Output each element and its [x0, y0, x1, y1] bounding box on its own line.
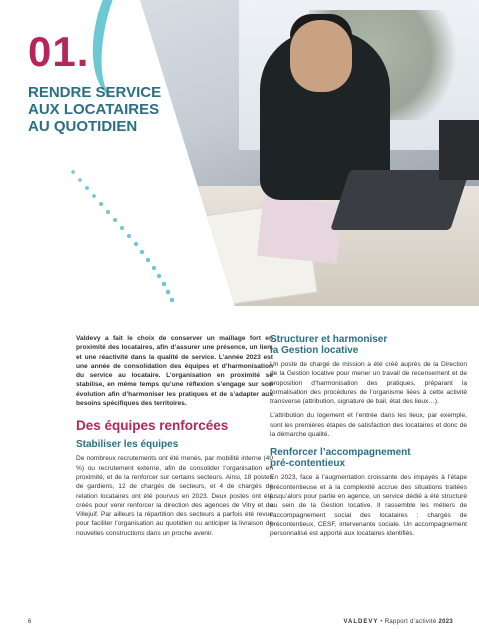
body-paragraph-chargé-mission: Un poste de chargé de mission a été créé auprès de la Direction de la Gestion locative pour mener un travail de recensement et de proposition d’harmonisation des pratiques, préparant la formalisation des procédures de l’organisme liées à cette activité transverse (attribution, signature de bail, état des lieux…). [270, 361, 467, 406]
page-number: 6 [28, 619, 32, 625]
chapter-title-line-3: AU QUOTIDIEN [28, 118, 138, 135]
chapter-number: 01. [28, 28, 90, 75]
chapter-title [28, 84, 178, 135]
intro-paragraph: Valdevy a fait le choix de conserver un maillage fort en proximité des locataires, afin d’assurer une présence, un lien, et une réactivité dans la qualité de service. L’année 2023 est une année de consolidation des équipes et d’harmonisation du service au locataire. L’organisation en proximité se stabilise, en même temps qu’une réflexion s’engage sur son évolution afin d’harmoniser les pratiques et de s’adapter aux besoins spécifiques des territoires. [76, 335, 273, 408]
chapter-title-line-2: AUX LOCATAIRES [28, 101, 160, 118]
footer-credit [343, 619, 453, 625]
subheading-structurer-line-2: la Gestion locative [270, 345, 359, 356]
footer-year: 2023 [438, 619, 453, 625]
footer-report-label: Rapport d’activité [384, 619, 437, 625]
subheading-structurer-line-1: Structurer et harmoniser [270, 334, 388, 345]
right-column [270, 334, 467, 543]
body-paragraph-recrutements: De nombreux recrutements ont été menés, par mobilité interne (40 %) ou recrutement externe, afin de consolider l’organisation en proximité, et de la renforcer sur certains secteurs. Ainsi, 18 postes de gardiens, 12 de chargés de secteurs, et 4 de chargés de relation locataires ont été pourvus en 2023. Deux postes ont été créés pour venir renforcer la direction des agences de Vitry et de Villejuif. Par ailleurs la répartition des secteurs a parfois été revue pour faciliter l’organisation au quotidien ou anticiper la livraison de nouvelles constructions dans un proche avenir. [76, 455, 273, 537]
body-paragraph-precontentieux: En 2023, face à l’augmentation croissante des impayés à l’étape précontentieuse et à la complexité accrue des situations traitées jusqu’alors pour partie en agence, un service dédié a été structuré au sein de la Gestion locative. Il rassemble les métiers de l’accompagnement social des locataires : chargés de précontentieux, CESF, intervenante sociale. Un accompagnement personnalisé est apporté aux locataires identifiés. [270, 474, 467, 538]
chapter-title-line-1: RENDRE SERVICE [28, 84, 162, 101]
footer-separator: • [380, 619, 383, 625]
subheading-renforcer-line-1: Renforcer l’accompagnement [270, 447, 411, 459]
left-column [76, 334, 273, 543]
subheading-renforcer [270, 447, 467, 469]
subheading-structurer [270, 334, 467, 356]
footer-brand: VALDEVY [343, 619, 379, 625]
subheading-renforcer-line-2: pré-contentieux [270, 458, 346, 470]
section-heading: Des équipes renforcées [76, 418, 229, 434]
body-paragraph-attribution: L’attribution du logement et l’entrée dans les lieux, par exemple, sont les premières étapes de satisfaction des locataires et donc de la démarche qualité. [270, 412, 467, 439]
subheading-stabiliser: Stabiliser les équipes [76, 439, 179, 451]
